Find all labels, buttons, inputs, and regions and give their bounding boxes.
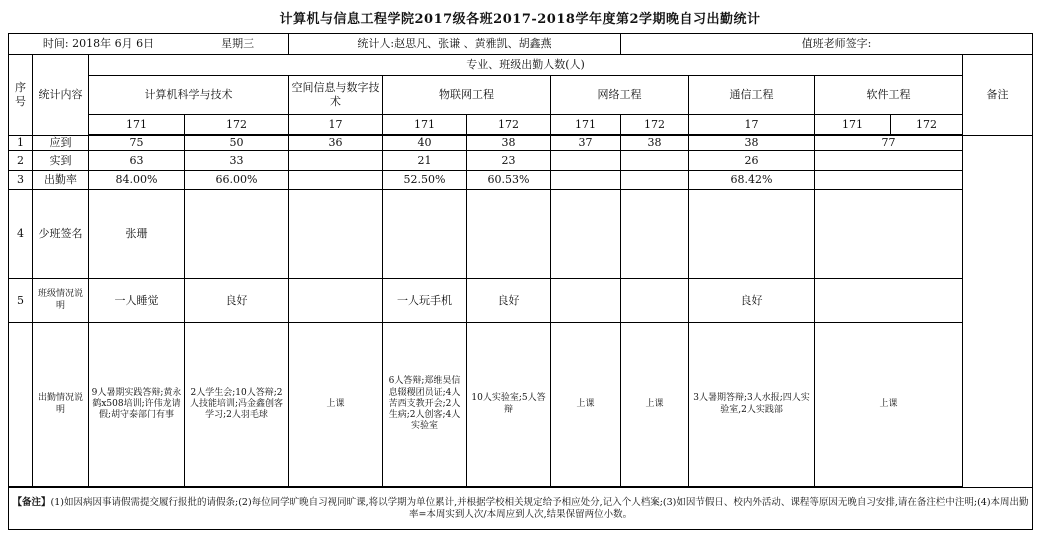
class-cell: 171: [815, 115, 891, 135]
rate-spatial: [289, 171, 383, 190]
signer-iot172: [467, 190, 551, 279]
counters-cell: 统计人:赵思凡、张谦 、黄雅凯、胡鑫燕: [289, 34, 621, 55]
signer-comm: [689, 190, 815, 279]
situation-software: [815, 279, 963, 323]
table-row: [9, 323, 1033, 487]
due-cs172: 50: [185, 136, 289, 151]
attendance-iot171: 6人答辩;郑维昊信息辍稷团员证;4人苦西支教开会;2人生病;2人创客;4人实验室: [383, 323, 467, 487]
rate-net171: [551, 171, 621, 190]
rate-iot172: 60.53%: [467, 171, 551, 190]
actual-cs171: 63: [89, 151, 185, 171]
situation-comm: 良好: [689, 279, 815, 323]
info-row: [9, 34, 1033, 55]
table-row: [9, 171, 1033, 190]
rate-comm: 68.42%: [689, 171, 815, 190]
table-row: [9, 279, 1033, 323]
situation-net171: [551, 279, 621, 323]
signer-spatial: [289, 190, 383, 279]
signer-iot171: [383, 190, 467, 279]
due-iot172: 38: [467, 136, 551, 151]
class-cell: 172: [185, 115, 289, 135]
attendance-table: [8, 33, 1033, 530]
actual-software: [815, 151, 963, 171]
row-label: 应到: [33, 136, 89, 151]
signer-net171: [551, 190, 621, 279]
table-row: [9, 151, 1033, 171]
class-cell: 171: [383, 115, 467, 135]
table-row: [9, 136, 1033, 151]
due-software: 77: [815, 136, 963, 151]
row-seq: 1: [9, 136, 33, 151]
remarks-cell: [963, 136, 1033, 488]
row-seq: 5: [9, 279, 33, 323]
row-label: 班级情况说明: [33, 279, 89, 323]
class-cell: 17: [689, 115, 815, 135]
page-title: 计算机与信息工程学院2017级各班2017-2018学年度第2学期晚自习出勤统计: [279, 12, 761, 27]
header-stat-content: 统计内容: [33, 55, 89, 136]
rate-cs171: 84.00%: [89, 171, 185, 190]
attendance-software: 上课: [815, 323, 963, 487]
major-network: 网络工程: [551, 76, 689, 115]
attendance-cs172: 2人学生会;10人答辩;2人技能培训;冯金鑫创客学习;2人羽毛球: [185, 323, 289, 487]
row-label: 少班签名: [33, 190, 89, 279]
situation-cs171: 一人睡觉: [89, 279, 185, 323]
rate-net172: [621, 171, 689, 190]
rate-software: [815, 171, 963, 190]
major-cs: 计算机科学与技术: [89, 76, 289, 115]
time-date: 2018年 6月 6日: [72, 37, 155, 51]
due-cs171: 75: [89, 136, 185, 151]
major-iot: 物联网工程: [383, 76, 551, 115]
class-cell: 17: [289, 115, 383, 135]
due-iot171: 40: [383, 136, 467, 151]
date-cell: [9, 34, 289, 55]
attendance-comm: 3人暑期答辩;3人水报;四人实验室,2人实践部: [689, 323, 815, 487]
table-row: [9, 190, 1033, 279]
rate-cs172: 66.00%: [185, 171, 289, 190]
row-label: 出勤情况说明: [33, 323, 89, 487]
teacher-sign-cell: 值班老师签字:: [621, 34, 1033, 55]
actual-comm: 26: [689, 151, 815, 171]
actual-iot172: 23: [467, 151, 551, 171]
attendance-spatial: 上课: [289, 323, 383, 487]
attendance-net171: 上课: [551, 323, 621, 487]
actual-net171: [551, 151, 621, 171]
time-label: 时间:: [42, 37, 69, 51]
major-comm: 通信工程: [689, 76, 815, 115]
due-net172: 38: [621, 136, 689, 151]
notes-label: 【备注】: [12, 496, 51, 508]
row-label: 出勤率: [33, 171, 89, 190]
rate-iot171: 52.50%: [383, 171, 467, 190]
major-software: 软件工程: [815, 76, 963, 115]
due-spatial: 36: [289, 136, 383, 151]
actual-net172: [621, 151, 689, 171]
actual-cs172: 33: [185, 151, 289, 171]
situation-iot171: 一人玩手机: [383, 279, 467, 323]
class-cell: 171: [89, 115, 185, 135]
signer-cs172: [185, 190, 289, 279]
header-group: 专业、班级出勤人数(人): [89, 55, 963, 76]
situation-cs172: 良好: [185, 279, 289, 323]
situation-spatial: [289, 279, 383, 323]
attendance-net172: 上课: [621, 323, 689, 487]
situation-net172: [621, 279, 689, 323]
row-label: 实到: [33, 151, 89, 171]
actual-spatial: [289, 151, 383, 171]
notes-text: (1)如因病因事请假需提交履行报批的请假条;(2)每位同学旷晚自习视同旷课,将以学期为单位累计,并根据学校相关规定给予相应处分,记入个人档案;(3)如因节假日、校内外活动、课程等原因无晚自习安排,请在备注栏中注明;(4)本周出勤率=本周实到人次/本周应到人次,结果保留两位小数。: [50, 496, 1029, 520]
class-cell: 171: [551, 115, 621, 135]
due-net171: 37: [551, 136, 621, 151]
weekday: 星期三: [221, 37, 255, 51]
major-spatial: 空间信息与数字技术: [289, 76, 383, 115]
row-seq: 4: [9, 190, 33, 279]
header-seq: 序号: [9, 55, 33, 136]
attendance-iot172: 10人实验室;5人答辩: [467, 323, 551, 487]
signer-cs171: 张珊: [89, 190, 185, 279]
signer-software: [815, 190, 963, 279]
row-seq: [9, 323, 33, 487]
due-comm: 38: [689, 136, 815, 151]
row-seq: 3: [9, 171, 33, 190]
class-cell: 172: [621, 115, 689, 135]
notes-cell: [9, 488, 1033, 530]
situation-iot172: 良好: [467, 279, 551, 323]
actual-iot171: 21: [383, 151, 467, 171]
row-seq: 2: [9, 151, 33, 171]
class-cell: 172: [467, 115, 551, 135]
header-remarks: 备注: [963, 55, 1033, 136]
attendance-cs171: 9人暑期实践答辩;黄永鹤x508培训;许伟龙请假;胡守泰部门有事: [89, 323, 185, 487]
signer-net172: [621, 190, 689, 279]
class-row: [9, 115, 1033, 135]
notes-row: [9, 488, 1033, 530]
class-cell: 172: [891, 115, 963, 135]
